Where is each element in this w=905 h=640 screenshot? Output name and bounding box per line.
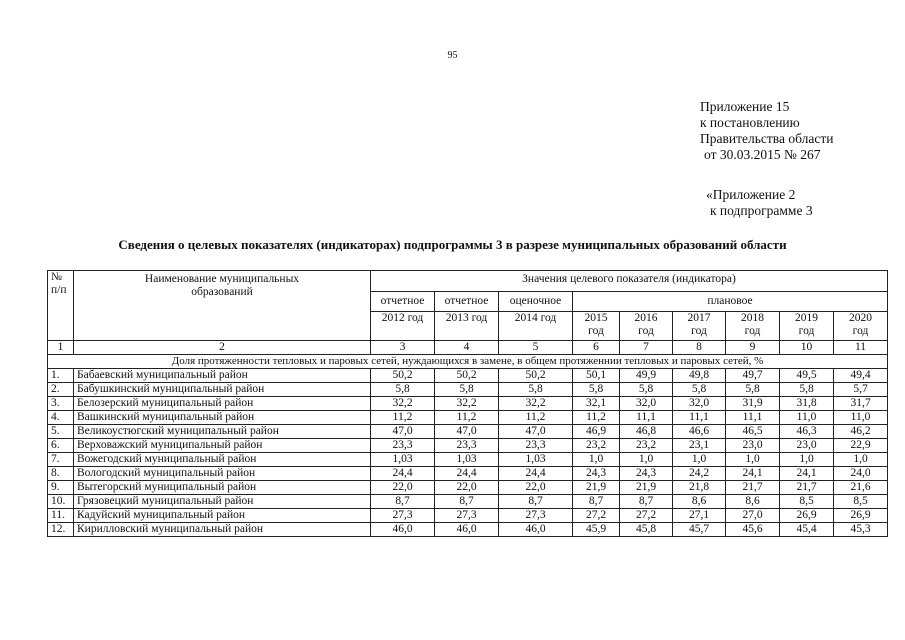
indicator-value: 23,3: [499, 439, 573, 453]
indicator-value: 1,0: [780, 453, 834, 467]
table-row: [48, 481, 888, 495]
column-number-row: [48, 341, 888, 355]
indicator-value: 8,5: [780, 495, 834, 509]
header-year-2012: 2012 год: [371, 312, 435, 341]
indicator-value: 46,6: [673, 425, 726, 439]
header-estimated: оценочное: [499, 292, 573, 312]
district-name: Бабаевский муниципальный район: [74, 369, 371, 383]
indicator-value: 11,0: [834, 411, 888, 425]
column-number: 6: [573, 341, 620, 355]
indicator-value: 8,6: [673, 495, 726, 509]
indicator-value: 21,7: [780, 481, 834, 495]
indicator-value: 45,6: [726, 523, 780, 537]
indicator-value: 46,0: [499, 523, 573, 537]
indicator-value: 21,8: [673, 481, 726, 495]
indicator-value: 32,1: [573, 397, 620, 411]
indicator-value: 45,4: [780, 523, 834, 537]
indicator-value: 8,7: [371, 495, 435, 509]
column-number: 8: [673, 341, 726, 355]
sub-appendix-line: к подпрограмме 3: [710, 203, 813, 218]
indicator-value: 32,2: [435, 397, 499, 411]
indicator-value: 22,9: [834, 439, 888, 453]
indicator-value: 1,0: [573, 453, 620, 467]
district-name: Бабушкинский муниципальный район: [74, 383, 371, 397]
indicator-value: 5,8: [780, 383, 834, 397]
district-name: Грязовецкий муниципальный район: [74, 495, 371, 509]
header-year-2018: 2018 год: [726, 312, 780, 341]
indicator-value: 8,5: [834, 495, 888, 509]
indicator-value: 50,2: [371, 369, 435, 383]
indicator-value: 21,9: [573, 481, 620, 495]
indicator-value: 49,9: [620, 369, 673, 383]
indicator-value: 22,0: [371, 481, 435, 495]
sub-appendix-line: «Приложение 2: [706, 187, 796, 202]
table-row: [48, 439, 888, 453]
row-number: 10.: [48, 495, 74, 509]
column-number: 9: [726, 341, 780, 355]
indicator-value: 1,0: [834, 453, 888, 467]
indicator-value: 21,7: [726, 481, 780, 495]
row-number: 8.: [48, 467, 74, 481]
indicator-value: 1,0: [726, 453, 780, 467]
table-row: [48, 509, 888, 523]
row-number: 4.: [48, 411, 74, 425]
row-number: 3.: [48, 397, 74, 411]
table-row: [48, 397, 888, 411]
column-number: 3: [371, 341, 435, 355]
header-name: Наименование муниципальных образований: [74, 271, 371, 341]
indicator-value: 46,0: [435, 523, 499, 537]
indicator-value: 32,0: [620, 397, 673, 411]
row-number: 7.: [48, 453, 74, 467]
district-name: Вытегорский муниципальный район: [74, 481, 371, 495]
indicator-value: 24,1: [780, 467, 834, 481]
district-name: Белозерский муниципальный район: [74, 397, 371, 411]
indicator-value: 22,0: [499, 481, 573, 495]
column-number: 10: [780, 341, 834, 355]
indicator-value: 1,03: [435, 453, 499, 467]
appendix-line: Приложение 15: [700, 99, 790, 114]
section-title: Доля протяженности тепловых и паровых сетей, нуждающихся в замене, в общем протяженнии тепловых и паровых сетей, %: [48, 355, 888, 369]
table-body: [48, 369, 888, 537]
header-year-2020: 2020 год: [834, 312, 888, 341]
indicator-value: 32,2: [371, 397, 435, 411]
header-year-2015: 2015 год: [573, 312, 620, 341]
indicator-value: 45,8: [620, 523, 673, 537]
indicator-value: 49,7: [726, 369, 780, 383]
indicator-value: 27,3: [435, 509, 499, 523]
column-number: 2: [74, 341, 371, 355]
indicator-value: 47,0: [435, 425, 499, 439]
appendix-line: Правительства области: [700, 131, 834, 146]
district-name: Вашкинский муниципальный район: [74, 411, 371, 425]
indicator-value: 46,2: [834, 425, 888, 439]
table-row: [48, 453, 888, 467]
district-name: Великоустюгский муниципальный район: [74, 425, 371, 439]
indicator-value: 46,8: [620, 425, 673, 439]
district-name: Верховажский муниципальный район: [74, 439, 371, 453]
indicator-value: 27,2: [620, 509, 673, 523]
indicator-value: 27,2: [573, 509, 620, 523]
indicator-value: 47,0: [371, 425, 435, 439]
indicator-value: 23,3: [371, 439, 435, 453]
row-number: 6.: [48, 439, 74, 453]
indicator-value: 24,4: [499, 467, 573, 481]
indicator-value: 49,4: [834, 369, 888, 383]
header-year-2014: 2014 год: [499, 312, 573, 341]
indicator-value: 45,3: [834, 523, 888, 537]
indicator-value: 31,7: [834, 397, 888, 411]
table-row: [48, 411, 888, 425]
district-name: Кадуйский муниципальный район: [74, 509, 371, 523]
indicators-table: [47, 270, 888, 537]
appendix-header: [700, 99, 833, 163]
indicator-value: 5,8: [726, 383, 780, 397]
row-number: 1.: [48, 369, 74, 383]
indicator-value: 22,0: [435, 481, 499, 495]
indicator-value: 50,1: [573, 369, 620, 383]
page-number: 95: [447, 50, 458, 61]
indicator-value: 27,3: [371, 509, 435, 523]
indicator-value: 23,0: [726, 439, 780, 453]
row-number: 2.: [48, 383, 74, 397]
indicator-value: 11,2: [435, 411, 499, 425]
header-planned: плановое: [573, 292, 888, 312]
column-number: 4: [435, 341, 499, 355]
indicator-value: 11,2: [499, 411, 573, 425]
indicator-value: 5,8: [499, 383, 573, 397]
indicator-value: 46,5: [726, 425, 780, 439]
district-name: Кирилловский муниципальный район: [74, 523, 371, 537]
indicator-value: 11,2: [573, 411, 620, 425]
indicator-value: 26,9: [780, 509, 834, 523]
indicator-value: 24,2: [673, 467, 726, 481]
table-row: [48, 425, 888, 439]
indicator-value: 46,3: [780, 425, 834, 439]
district-name: Вожегодский муниципальный район: [74, 453, 371, 467]
indicator-value: 24,4: [371, 467, 435, 481]
document-title: Сведения о целевых показателях (индикаторах) подпрограммы 3 в разрезе муниципальных образований области: [118, 237, 787, 252]
indicator-value: 5,8: [620, 383, 673, 397]
indicator-value: 46,0: [371, 523, 435, 537]
header-year-2019: 2019 год: [780, 312, 834, 341]
indicator-value: 27,1: [673, 509, 726, 523]
indicator-value: 27,0: [726, 509, 780, 523]
indicator-value: 11,1: [673, 411, 726, 425]
indicator-value: 5,8: [435, 383, 499, 397]
indicator-value: 23,1: [673, 439, 726, 453]
header-year-2016: 2016 год: [620, 312, 673, 341]
indicator-value: 5,8: [673, 383, 726, 397]
indicator-value: 23,2: [573, 439, 620, 453]
indicator-value: 47,0: [499, 425, 573, 439]
indicator-value: 50,2: [435, 369, 499, 383]
indicator-value: 23,3: [435, 439, 499, 453]
appendix-line: к постановлению: [700, 115, 800, 130]
header-year-2017: 2017 год: [673, 312, 726, 341]
indicator-value: 26,9: [834, 509, 888, 523]
table-row: [48, 467, 888, 481]
table-row: [48, 383, 888, 397]
header-reported-2013: отчетное: [435, 292, 499, 312]
indicator-value: 1,0: [673, 453, 726, 467]
indicator-value: 32,0: [673, 397, 726, 411]
row-number: 5.: [48, 425, 74, 439]
indicator-value: 24,1: [726, 467, 780, 481]
indicator-value: 24,3: [620, 467, 673, 481]
indicator-value: 24,0: [834, 467, 888, 481]
indicator-value: 45,9: [573, 523, 620, 537]
indicator-value: 21,6: [834, 481, 888, 495]
sub-appendix-header: [700, 187, 813, 219]
row-number: 11.: [48, 509, 74, 523]
header-year-2013: 2013 год: [435, 312, 499, 341]
indicator-value: 31,8: [780, 397, 834, 411]
indicator-value: 8,6: [726, 495, 780, 509]
indicator-value: 1,0: [620, 453, 673, 467]
indicator-value: 49,8: [673, 369, 726, 383]
indicator-value: 49,5: [780, 369, 834, 383]
indicator-value: 24,3: [573, 467, 620, 481]
table-row: [48, 495, 888, 509]
indicator-value: 24,4: [435, 467, 499, 481]
section-title-row: [48, 355, 888, 369]
header-reported-2012: отчетное: [371, 292, 435, 312]
column-number: 1: [48, 341, 74, 355]
indicator-value: 8,7: [620, 495, 673, 509]
column-number: 5: [499, 341, 573, 355]
indicator-value: 11,0: [780, 411, 834, 425]
indicator-value: 11,1: [726, 411, 780, 425]
header-num: № п/п: [48, 271, 74, 341]
indicator-value: 45,7: [673, 523, 726, 537]
indicator-value: 5,8: [371, 383, 435, 397]
indicator-value: 46,9: [573, 425, 620, 439]
indicator-value: 50,2: [499, 369, 573, 383]
header-values-group: Значения целевого показателя (индикатора): [371, 271, 888, 292]
indicator-value: 31,9: [726, 397, 780, 411]
column-number: 7: [620, 341, 673, 355]
indicator-value: 23,0: [780, 439, 834, 453]
indicator-value: 5,7: [834, 383, 888, 397]
indicator-value: 11,2: [371, 411, 435, 425]
indicator-value: 8,7: [435, 495, 499, 509]
table-row: [48, 523, 888, 537]
indicator-value: 1,03: [499, 453, 573, 467]
column-number: 11: [834, 341, 888, 355]
indicator-value: 23,2: [620, 439, 673, 453]
indicator-value: 27,3: [499, 509, 573, 523]
indicator-value: 1,03: [371, 453, 435, 467]
row-number: 9.: [48, 481, 74, 495]
indicator-value: 8,7: [573, 495, 620, 509]
indicator-value: 21,9: [620, 481, 673, 495]
indicator-value: 32,2: [499, 397, 573, 411]
district-name: Вологодский муниципальный район: [74, 467, 371, 481]
table-row: [48, 369, 888, 383]
row-number: 12.: [48, 523, 74, 537]
indicator-value: 8,7: [499, 495, 573, 509]
indicator-value: 5,8: [573, 383, 620, 397]
appendix-line: от 30.03.2015 № 267: [704, 147, 821, 162]
indicator-value: 11,1: [620, 411, 673, 425]
